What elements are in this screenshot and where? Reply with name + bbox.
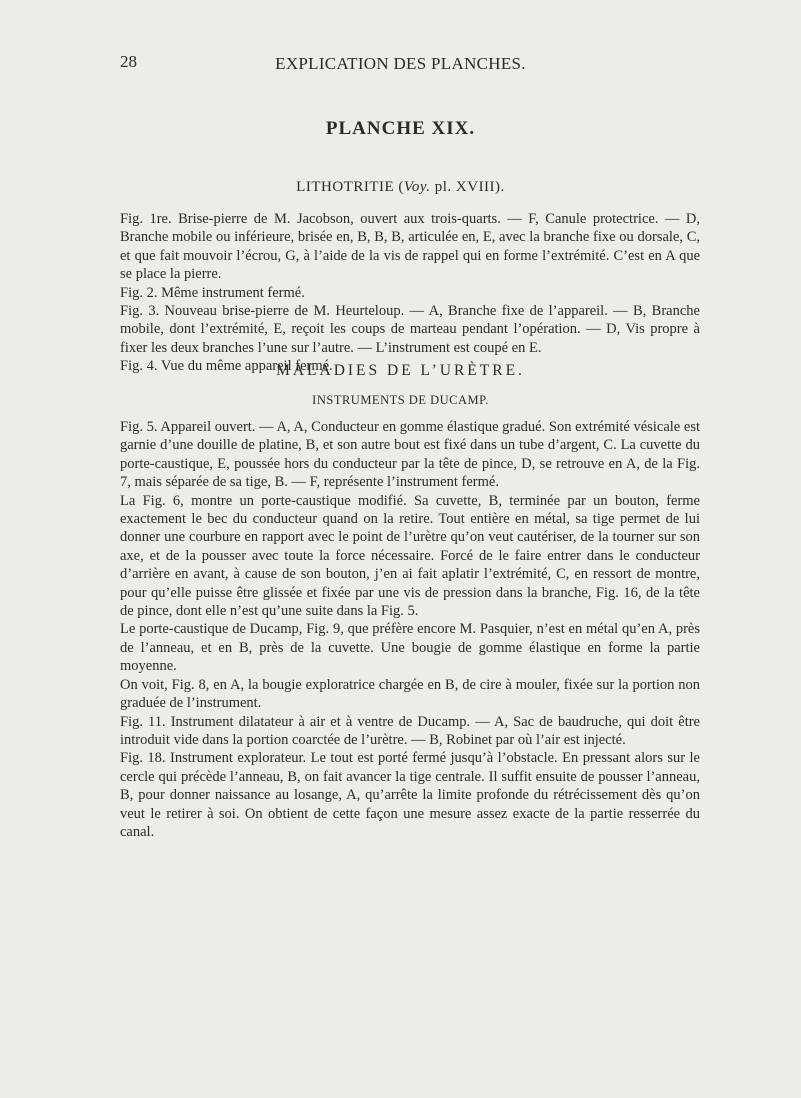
section-heading (0, 179, 801, 196)
lithotritie-text (120, 210, 700, 376)
paragraph: Fig. 11. Instrument dilatateur à air et à ventre de Ducamp. — A, Sac de baudruche, qui doit être introduit vide dans la portion coarctée de l’urètre. — B, Robinet par où l’air est injecté. (120, 713, 700, 748)
section-title: LITHOTRITIE ( (296, 179, 404, 195)
minor-heading: INSTRUMENTS DE DUCAMP. (312, 393, 489, 407)
paragraph: Fig. 18. Instrument explorateur. Le tout est porté fermé jusqu’à l’obstacle. En pressant alors sur le cercle qui précède l’anneau, B, on fait avancer la tige centrale. Il suffit ensuite de pousser l’anneau, B, pour donner naissance au losange, A, qu’arrête la limite profonde du rétrécissement dès qu’on veut le retirer à soi. On obtient de cette façon une mesure assez exacte de la partie resserrée du canal. (120, 750, 700, 840)
paragraph: On voit, Fig. 8, en A, la bougie exploratrice chargée en B, de cire à mouler, fixée sur la portion non graduée de l’instrument. (120, 676, 700, 712)
paragraph: La Fig. 6, montre un porte-caustique modifié. Sa cuvette, B, terminée par un bouton, ferme exactement le bec du conducteur quand on la retire. Tout entière en métal, sa tige permet de lui donner une courbure en rapport avec le point de l’urètre qu’on veut cautériser, de la tourner sur son axe, et de la pousser avec toute la force nécessaire. Forcé de le faire entrer dans le conducteur d’arrière en avant, à cause de son bouton, j’en ai fait aplatir l’extrémité, C, en ressort de montre, pour qu’elle puisse être glissée et fixée par une vis de pression dans la branche, Fig. 16, de la tête de pince, dont elle n’est qu’une suite dans la Fig. 5. (120, 492, 700, 620)
ducamp-text (120, 418, 700, 841)
paragraph: Fig. 2. Même instrument fermé. (120, 284, 305, 301)
page-number: 28 (120, 52, 137, 71)
paragraph: Fig. 3. Nouveau brise-pierre de M. Heurteloup. — A, Branche fixe de l’appareil. — B, Branche mobile, dont l’extrémité, E, reçoit les coups de marteau pendant l’opération. — D, Vis propre à fixer les deux branches l’une sur l’autre. — L’instrument est coupé en E. (120, 303, 700, 356)
paragraph: Fig. 4. Vue du même appareil fermé. (120, 358, 333, 375)
section-ref: Voy. (403, 179, 431, 195)
paragraph: Fig. 1re. Brise-pierre de M. Jacobson, ouvert aux trois-quarts. — F, Canule protectrice. — D, Branche mobile ou inférieure, brisée en, B, B, B, articulée en, E, avec la branche fixe ou dorsale, C, et que fait mouvoir l’écrou, G, à l’aide de la vis de rappel qui en forme l’extrémité. C’est en A que se place la pierre. (120, 211, 700, 283)
paragraph: Fig. 5. Appareil ouvert. — A, A, Conducteur en gomme élastique gradué. Son extrémité vésicale est garnie d’une douille de platine, B, et son autre bout est fixé dans un tube d’argent, C. La cuvette du porte-caustique, E, poussée hors du conducteur par la tête de pince, D, se retrouve en A, de la Fig. 7, mais séparée de sa tige, B. — F, représente l’instrument fermé. (120, 419, 700, 491)
paragraph: Le porte-caustique de Ducamp, Fig. 9, que préfère encore M. Pasquier, n’est en métal qu’en A, près de l’anneau, et en B, près de la cuvette. Une bougie de gomme élastique en forme la partie moyenne. (120, 621, 700, 675)
running-head: EXPLICATION DES PLANCHES. (275, 54, 526, 73)
section-ref-rest: pl. XVIII). (430, 179, 505, 195)
plate-title: PLANCHE XIX. (325, 118, 476, 139)
major-heading: MALADIES DE L’URÈTRE. (276, 362, 525, 379)
